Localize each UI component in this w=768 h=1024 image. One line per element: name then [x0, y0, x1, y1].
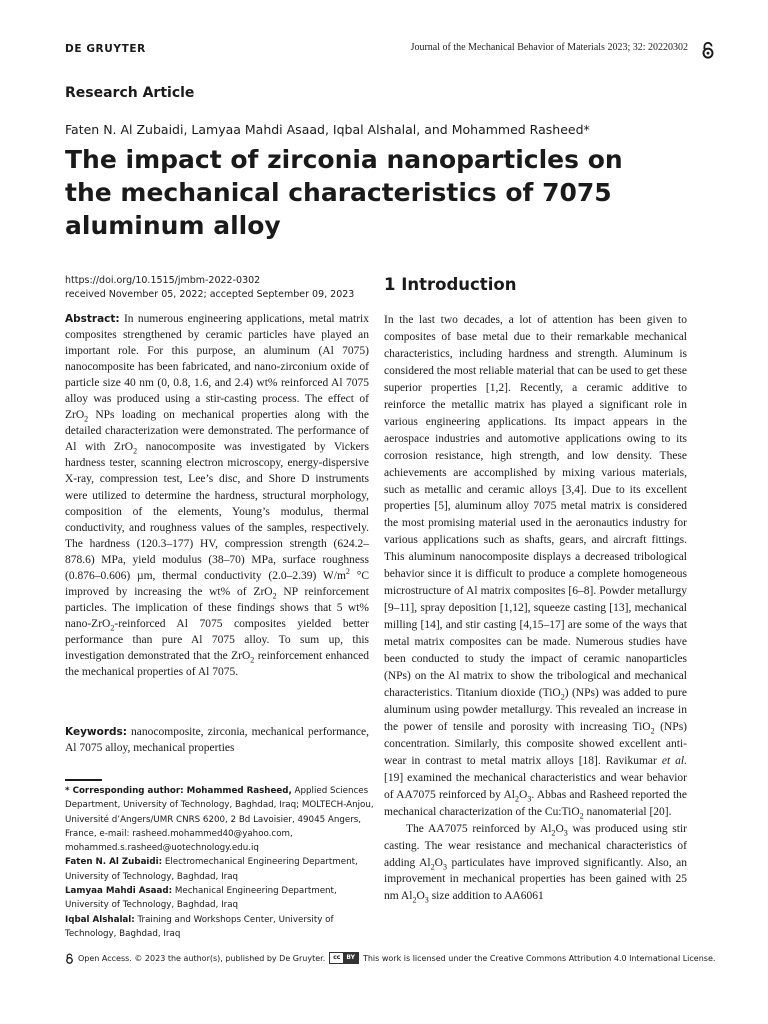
- license-statement: This work is licensed under the Creative Commons Attribution 4.0 International License.: [362, 953, 716, 963]
- intro-paragraph-1: In the last two decades, a lot of attention has been given to composites of base metal due to their remarkable mechanical characteristics, including hardness and strength. Aluminum is considered the most reliable material that can be used to get these superior properties [1,2]. Recently, a ceramic additive to reinforce the metallic matrix has played a significant role in various engineering applications. Its impact appears in the aerospace industries and automotive applications owing to its corrosion resistance, high strength, and low density. These achievements are accomplished by mixing various materials, such as metallic and ceramic alloys [3,4]. Due to its excellent properties [5], aluminum alloy 7075 metal matrix is considered the most promising material used in the aeronautics industry for various applications such as shafts, gears, and aircraft fittings. This aluminum nanocomposite displays a decreased tribological behavior since it is difficult to produce a complete homogeneous microstructure of Al matrix composites [6–8]. Powder metallurgy [9–11], spray deposition [1,12], squeeze casting [13], mechanical milling [14], and stir casting [4,15–17] are some of the ways that metal matrix composites can be made. Numerous studies have been conducted to study the impact of ceramic nanoparticles (NPs) on the Al matrix to show the tribological and mechanical characteristics. Titanium dioxide (TiO$_2$) (NPs) was added to pure aluminum using powder metallurgy. This revealed an increase in the power of tensile and porosity with increasing TiO$_2$ (NPs) concentration. Similarly, this composite showed excellent anti-wear in contrast to metal matrix alloys [18]. Ravikumar et al. [19] examined the mechanical characteristics and wear behavior of AA7075 reinforced by $Al_2O_3$. Abbas and Rasheed reported the mechanical characterization of the Cu:TiO$_2$ nanomaterial [20].: [384, 314, 687, 820]
- corresponding-author-note: * Corresponding author: Mohammed Rasheed, Applied Sciences Department, University of Technology, Baghdad, Iraq; MOLTECH-Anjou, Université d’Angers/UMR CNRS 6200, 2 Bd Lavoisier, 49045 Angers, France, e-mail: rasheed.mohammed40@yahoo.com, mohammed.s.rasheed@uotechnology.edu.iq: [65, 786, 374, 854]
- affiliation-1: Faten N. Al Zubaidi: Electromechanical Engineering Department, University of Technology, Baghdad, Iraq: [65, 857, 358, 882]
- article-title: The impact of zirconia nanoparticles on the mechanical characteristics of 7075 aluminum alloy: [65, 145, 623, 240]
- affiliation-2: Lamyaa Mahdi Asaad: Mechanical Engineering Department, University of Technology, Baghdad, Iraq: [65, 886, 337, 911]
- keywords-label: Keywords:: [65, 726, 127, 738]
- journal-reference: Journal of the Mechanical Behavior of Materials 2023; 32: 20220302: [410, 42, 688, 53]
- footnote-divider: [65, 779, 102, 781]
- open-access-icon[interactable]: [700, 41, 716, 59]
- open-access-icon: [65, 953, 74, 964]
- abstract: Abstract: In numerous engineering applications, metal matrix composites strengthened by ceramic particles have played an important role. For this purpose, an aluminum (Al 7075) nanocomposite has been fabricated, and nano-zirconium oxide of particle size 40 nm (0, 0.8, 1.6, and 2.4) wt% reinforced Al 7075 alloy was produced using a stir-casting process. The effect of ZrO$_2$ NPs loading on mechanical properties along with the detailed characterization were demonstrated. The performance of Al with ZrO$_2$ nanocomposite was investigated by Vickers hardness tester, scanning electron microscopy, energy-dispersive X-ray, compression test, Lee’s disc, and Shore D instruments were utilized to determine the hardness, structural morphology, composition of the elements, Young’s modulus, thermal conductivity, and roughness values of the samples, respectively. The hardness (120.3–177) HV, compression strength (624.2–878.6) MPa, yield modulus (38–70) MPa, surface roughness (0.876–0.606) µm, thermal conductivity (2.0–2.39) $W/m^2$ °C improved by increasing the wt% of ZrO$_2$ NP reinforcement particles. The implication of these findings shows that 5 wt% nano-ZrO$_2$-reinforced Al 7075 composites yielded better performance than pure Al 7075 alloy. To sum up, this investigation demonstrated that the ZrO$_2$ reinforcement enhanced the mechanical properties of Al 7075.: [65, 313, 369, 679]
- section-heading: 1 Introduction: [384, 275, 517, 294]
- publisher-name: DE GRUYTER: [65, 43, 146, 55]
- intro-paragraph-2: The AA7075 reinforced by $Al_2O_3$ was produced using stir casting. The wear resistance and mechanical characteristics of adding $Al_2O_3$ particulates have improved significantly. Also, an improvement in mechanical properties has been gained with 25 nm $Al_2O_3$ size addition to AA6061: [384, 822, 687, 905]
- open-access-statement: Open Access. © 2023 the author(s), published by De Gruyter.: [78, 953, 326, 963]
- article-meta: [65, 274, 354, 302]
- article-type: Research Article: [65, 85, 195, 101]
- received-accepted-dates: received November 05, 2022; accepted September 09, 2023: [65, 289, 355, 300]
- keywords: Keywords: nanocomposite, zirconia, mechanical performance, Al 7075 alloy, mechanical properties: [65, 726, 369, 755]
- author-list: Faten N. Al Zubaidi, Lamyaa Mahdi Asaad, Iqbal Alshalal, and Mohammed Rasheed*: [65, 122, 590, 137]
- doi-link[interactable]: https://doi.org/10.1515/jmbm-2022-0302: [65, 275, 261, 286]
- introduction-body: [384, 312, 687, 905]
- author-affiliations: [65, 784, 375, 941]
- abstract-label: Abstract:: [65, 313, 120, 325]
- affiliation-3: Iqbal Alshalal: Training and Workshops Center, University of Technology, Baghdad, Iraq: [65, 914, 334, 939]
- cc-by-license-badge[interactable]: cc BY: [329, 952, 359, 964]
- license-footer: [65, 952, 715, 964]
